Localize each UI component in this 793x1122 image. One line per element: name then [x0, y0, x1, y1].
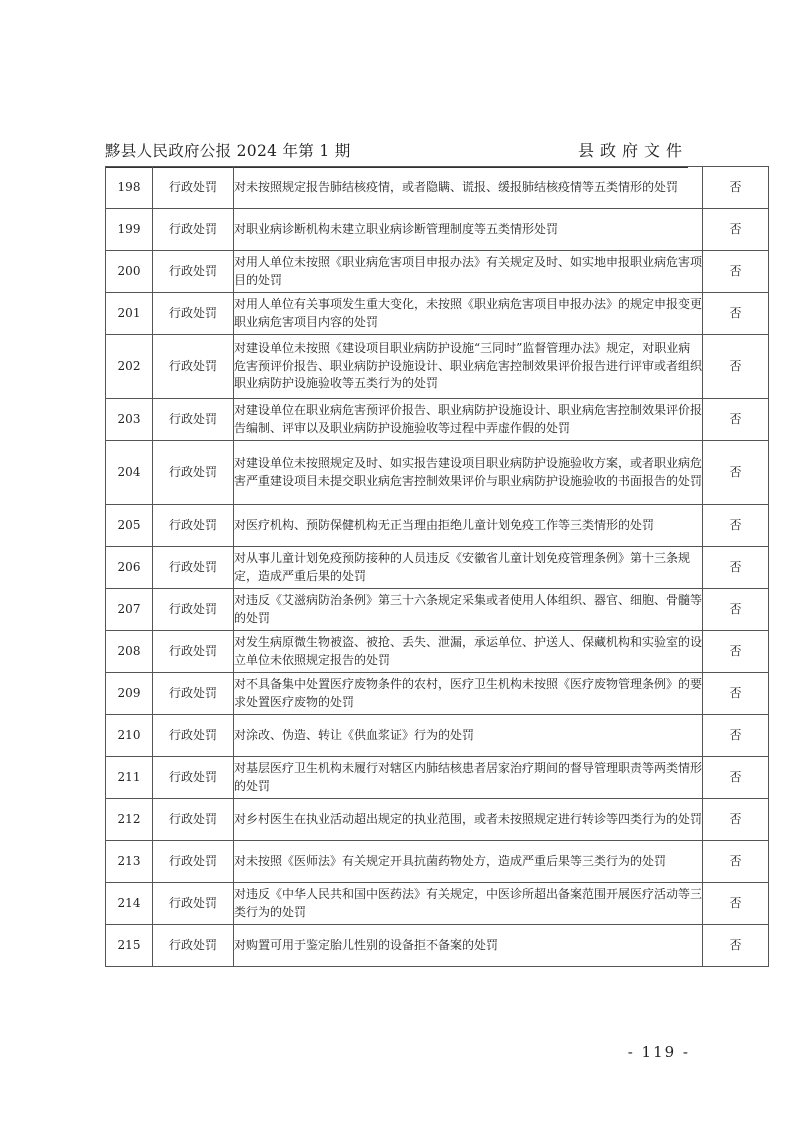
row-number: 207 — [106, 589, 153, 631]
row-category: 行政处罚 — [153, 883, 234, 925]
row-category: 行政处罚 — [153, 715, 234, 757]
row-category: 行政处罚 — [153, 589, 234, 631]
section-label: 县政府文件 — [577, 141, 688, 160]
row-number: 200 — [106, 251, 153, 293]
row-number: 206 — [106, 547, 153, 589]
table-row — [106, 757, 769, 799]
row-item: 对建设单位在职业病危害预评价报告、职业病防护设施设计、职业病危害控制效果评价报告编制、评审以及职业病防护设施验收等过程中弄虚作假的处罚 — [234, 399, 703, 441]
row-flag: 否 — [703, 757, 769, 799]
row-flag: 否 — [703, 505, 769, 547]
row-flag: 否 — [703, 673, 769, 715]
row-flag: 否 — [703, 631, 769, 673]
table-row — [106, 547, 769, 589]
row-number: 214 — [106, 883, 153, 925]
table-row — [106, 799, 769, 841]
row-flag: 否 — [703, 589, 769, 631]
table-row — [106, 631, 769, 673]
row-category: 行政处罚 — [153, 673, 234, 715]
row-item: 对不具备集中处置医疗废物条件的农村，医疗卫生机构未按照《医疗废物管理条例》的要求处置医疗废物的处罚 — [234, 673, 703, 715]
table-row — [106, 883, 769, 925]
table-row — [106, 399, 769, 441]
row-flag: 否 — [703, 925, 769, 967]
row-item: 对用人单位未按照《职业病危害项目申报办法》有关规定及时、如实地申报职业病危害项目的处罚 — [234, 251, 703, 293]
row-flag: 否 — [703, 167, 769, 209]
row-number: 201 — [106, 293, 153, 335]
row-category: 行政处罚 — [153, 547, 234, 589]
gazette-title: 黟县人民政府公报 2024 年第 1 期 — [105, 142, 351, 160]
row-category: 行政处罚 — [153, 251, 234, 293]
row-flag: 否 — [703, 547, 769, 589]
row-item: 对职业病诊断机构未建立职业病诊断管理制度等五类情形处罚 — [234, 209, 703, 251]
table-row — [106, 925, 769, 967]
row-item: 对涂改、伪造、转让《供血浆证》行为的处罚 — [234, 715, 703, 757]
row-item: 对医疗机构、预防保健机构无正当理由拒绝儿童计划免疫工作等三类情形的处罚 — [234, 505, 703, 547]
row-number: 210 — [106, 715, 153, 757]
row-category: 行政处罚 — [153, 399, 234, 441]
row-number: 215 — [106, 925, 153, 967]
row-item: 对未按照《医师法》有关规定开具抗菌药物处方，造成严重后果等三类行为的处罚 — [234, 841, 703, 883]
table-row — [106, 715, 769, 757]
row-item: 对用人单位有关事项发生重大变化，未按照《职业病危害项目申报办法》的规定申报变更职业病危害项目内容的处罚 — [234, 293, 703, 335]
row-flag: 否 — [703, 293, 769, 335]
row-flag: 否 — [703, 209, 769, 251]
row-item: 对建设单位未按照《建设项目职业病防护设施“三同时”监督管理办法》规定，对职业病危害预评价报告、职业病防护设施设计、职业病危害控制效果评价报告进行评审或者组织职业病防护设施验收等五类行为的处罚 — [234, 335, 703, 399]
row-category: 行政处罚 — [153, 167, 234, 209]
row-category: 行政处罚 — [153, 925, 234, 967]
row-number: 208 — [106, 631, 153, 673]
table-row — [106, 209, 769, 251]
table-row — [106, 505, 769, 547]
row-item: 对未按照规定报告肺结核疫情，或者隐瞒、谎报、缓报肺结核疫情等五类情形的处罚 — [234, 167, 703, 209]
row-number: 198 — [106, 167, 153, 209]
row-number: 204 — [106, 441, 153, 505]
row-flag: 否 — [703, 399, 769, 441]
row-item: 对违反《艾滋病防治条例》第三十六条规定采集或者使用人体组织、器官、细胞、骨髓等的处罚 — [234, 589, 703, 631]
table-row — [106, 673, 769, 715]
row-number: 199 — [106, 209, 153, 251]
row-item: 对购置可用于鉴定胎儿性别的设备拒不备案的处罚 — [234, 925, 703, 967]
row-category: 行政处罚 — [153, 757, 234, 799]
table-row — [106, 251, 769, 293]
row-flag: 否 — [703, 715, 769, 757]
row-category: 行政处罚 — [153, 505, 234, 547]
row-category: 行政处罚 — [153, 335, 234, 399]
row-number: 213 — [106, 841, 153, 883]
row-flag: 否 — [703, 441, 769, 505]
table-row — [106, 335, 769, 399]
row-number: 209 — [106, 673, 153, 715]
penalty-table — [105, 166, 769, 967]
row-category: 行政处罚 — [153, 631, 234, 673]
row-category: 行政处罚 — [153, 841, 234, 883]
row-flag: 否 — [703, 251, 769, 293]
row-flag: 否 — [703, 335, 769, 399]
table-row — [106, 841, 769, 883]
row-item: 对基层医疗卫生机构未履行对辖区内肺结核患者居家治疗期间的督导管理职责等两类情形的处罚 — [234, 757, 703, 799]
row-item: 对建设单位未按照规定及时、如实报告建设项目职业病防护设施验收方案，或者职业病危害严重建设项目未提交职业病危害控制效果评价与职业病防护设施验收的书面报告的处罚 — [234, 441, 703, 505]
page-header — [105, 140, 688, 168]
table-row — [106, 167, 769, 209]
row-item: 对发生病原微生物被盗、被抢、丢失、泄漏，承运单位、护送人、保藏机构和实验室的设立单位未依照规定报告的处罚 — [234, 631, 703, 673]
table-row — [106, 293, 769, 335]
row-category: 行政处罚 — [153, 441, 234, 505]
row-number: 202 — [106, 335, 153, 399]
row-number: 211 — [106, 757, 153, 799]
row-flag: 否 — [703, 883, 769, 925]
table-row — [106, 589, 769, 631]
row-category: 行政处罚 — [153, 799, 234, 841]
row-item: 对乡村医生在执业活动超出规定的执业范围，或者未按照规定进行转诊等四类行为的处罚 — [234, 799, 703, 841]
page-number: - 119 - — [627, 1043, 690, 1061]
row-number: 203 — [106, 399, 153, 441]
row-flag: 否 — [703, 841, 769, 883]
row-item: 对从事儿童计划免疫预防接种的人员违反《安徽省儿童计划免疫管理条例》第十三条规定，造成严重后果的处罚 — [234, 547, 703, 589]
row-number: 212 — [106, 799, 153, 841]
row-number: 205 — [106, 505, 153, 547]
row-category: 行政处罚 — [153, 293, 234, 335]
row-item: 对违反《中华人民共和国中医药法》有关规定，中医诊所超出备案范围开展医疗活动等三类行为的处罚 — [234, 883, 703, 925]
row-flag: 否 — [703, 799, 769, 841]
row-category: 行政处罚 — [153, 209, 234, 251]
table-row — [106, 441, 769, 505]
